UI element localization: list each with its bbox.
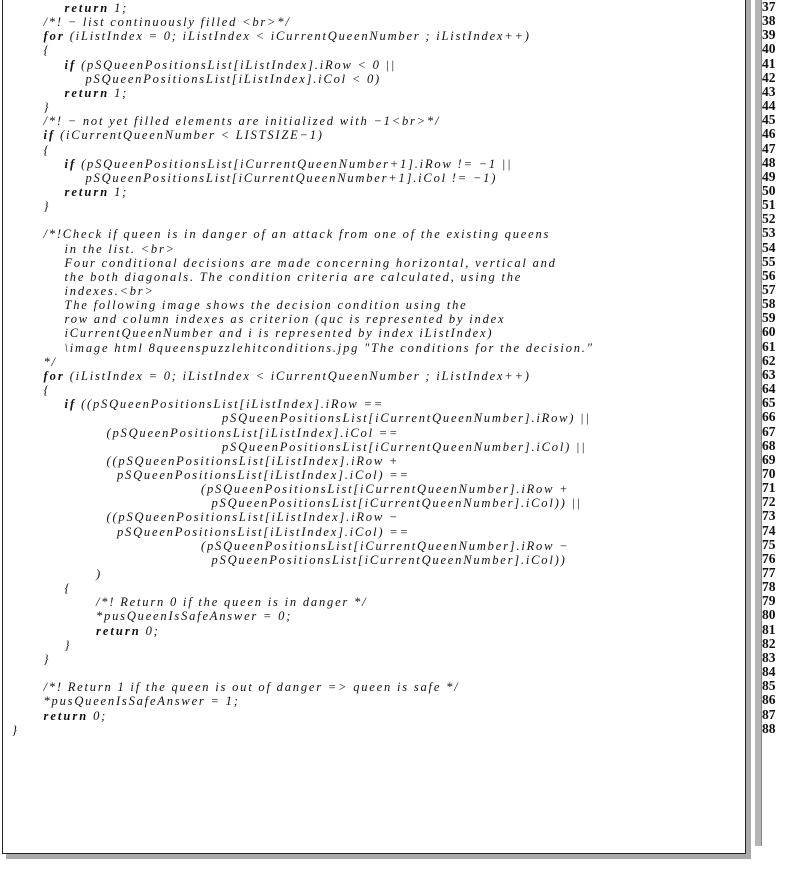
code-line: [65, 86, 129, 100]
line-number: 51: [762, 197, 776, 213]
code-line: [44, 128, 324, 142]
code-keyword: for: [43, 368, 65, 383]
code-text: The following image shows the decision condition using the: [64, 298, 468, 313]
code-text: (pSQueenPositionsList[iCurrentQueenNumber].iRow +: [201, 482, 570, 497]
code-text: pSQueenPositionsList[iCurrentQueenNumber].iCol)) ||: [211, 496, 582, 511]
code-text: the both diagonals. The condition criteria are calculated, using the: [64, 269, 523, 284]
code-line: [44, 143, 51, 157]
line-number: 71: [762, 480, 776, 496]
code-line: [65, 256, 557, 270]
line-number: 45: [762, 112, 776, 128]
line-number: 73: [762, 508, 776, 524]
code-line: [65, 298, 468, 312]
code-text: }: [64, 637, 72, 652]
code-text: /*! − list continuously filled <br>*/: [43, 15, 291, 30]
code-line: [44, 369, 531, 383]
code-text: ((pSQueenPositionsList[iListIndex].iRow ==: [76, 397, 384, 412]
code-text: /*! − not yet filled elements are initialized with −1<br>*/: [43, 114, 441, 129]
code-text: {: [43, 383, 51, 398]
line-number: 62: [762, 352, 776, 368]
code-line: [44, 694, 240, 708]
line-number: 39: [762, 27, 776, 43]
line-number: 66: [762, 409, 776, 425]
line-number: 63: [762, 366, 776, 382]
code-line: [117, 525, 410, 539]
code-line: [117, 468, 410, 482]
code-line: [96, 624, 160, 638]
code-text: pSQueenPositionsList[iListIndex].iCol) ==: [117, 524, 410, 539]
line-number: 41: [762, 55, 776, 71]
line-number: 67: [762, 423, 776, 439]
code-line: [65, 58, 397, 72]
line-number: 54: [762, 239, 776, 255]
code-line: [96, 609, 292, 623]
code-line: [107, 426, 400, 440]
code-line: [86, 72, 382, 86]
line-number: 60: [762, 324, 776, 340]
code-line: [65, 185, 129, 199]
code-line: [44, 199, 51, 213]
code-text: pSQueenPositionsList[iCurrentQueenNumber].iRow) ||: [222, 411, 591, 426]
code-keyword: return: [64, 184, 110, 199]
code-text: *pusQueenIsSafeAnswer = 0;: [96, 609, 293, 624]
line-number: 48: [762, 154, 776, 170]
code-text: 0;: [88, 708, 108, 723]
line-number: 61: [762, 338, 776, 354]
line-number: 69: [762, 451, 776, 467]
code-text: (pSQueenPositionsList[iCurrentQueenNumber+1].iRow != −1 ||: [76, 156, 513, 171]
line-number: 72: [762, 494, 776, 510]
code-keyword: return: [64, 85, 110, 100]
line-number: 79: [762, 593, 776, 609]
line-number: 84: [762, 664, 776, 680]
code-line: [65, 284, 155, 298]
code-keyword: return: [64, 1, 110, 15]
code-text: row and column indexes as criterion (quc is represented by index: [64, 312, 506, 327]
code-line: [44, 29, 531, 43]
line-number: 82: [762, 635, 776, 651]
code-line: [65, 157, 513, 171]
code-line: [65, 312, 506, 326]
line-number: 53: [762, 225, 776, 241]
line-number: 88: [762, 720, 776, 736]
code-text: }: [43, 651, 51, 666]
line-number: 56: [762, 267, 776, 283]
code-line: [65, 242, 176, 256]
line-number: 80: [762, 607, 776, 623]
line-number: 52: [762, 211, 776, 227]
line-number: 47: [762, 140, 776, 156]
code-text: (pSQueenPositionsList[iCurrentQueenNumber].iRow −: [201, 538, 570, 553]
code-listing-frame: [2, 0, 746, 854]
code-keyword: if: [64, 57, 77, 72]
code-line: [222, 440, 586, 454]
code-text: *pusQueenIsSafeAnswer = 1;: [43, 694, 240, 709]
code-line: [65, 341, 594, 355]
code-text: {: [64, 581, 72, 596]
code-text: (iListIndex = 0; iListIndex < iCurrentQueenNumber ; iListIndex++): [64, 29, 531, 44]
line-number: 49: [762, 168, 776, 184]
line-number: 55: [762, 253, 776, 269]
code-line: [222, 411, 591, 425]
code-line: [107, 454, 400, 468]
code-line: [44, 680, 460, 694]
code-keyword: for: [43, 29, 65, 44]
code-text: 0;: [140, 623, 160, 638]
line-number: 46: [762, 126, 776, 142]
line-number: 50: [762, 182, 776, 198]
code-text: ((pSQueenPositionsList[iListIndex].iRow −: [106, 510, 400, 525]
code-text: 1;: [109, 85, 129, 100]
line-number: 83: [762, 649, 776, 665]
line-number: 78: [762, 579, 776, 595]
code-text: ): [96, 567, 102, 581]
code-text: pSQueenPositionsList[iCurrentQueenNumber].iCol) ||: [222, 439, 587, 454]
code-text: /*! Return 1 if the queen is out of danger => queen is safe */: [43, 680, 460, 695]
frame-shadow-bottom: [6, 854, 751, 859]
code-text: (pSQueenPositionsList[iListIndex].iCol ==: [106, 425, 400, 440]
code-text: \image html 8queenspuzzlehitconditions.jpg "The conditions for the decision.": [64, 340, 594, 355]
code-text: }: [43, 199, 51, 214]
line-number: 64: [762, 381, 776, 397]
line-number: 40: [762, 41, 776, 57]
code-line: [65, 581, 72, 595]
line-number: 87: [762, 706, 776, 722]
code-keyword: if: [43, 128, 56, 143]
code-line: [44, 383, 51, 397]
code-text: iCurrentQueenNumber and i is represented by index iListIndex): [64, 326, 494, 341]
line-number: 44: [762, 98, 776, 114]
line-number: 85: [762, 678, 776, 694]
code-text: }: [43, 100, 51, 115]
frame-shadow-right: [746, 0, 751, 858]
code-text: pSQueenPositionsList[iListIndex].iCol) ==: [117, 467, 410, 482]
code-text: }: [12, 722, 19, 737]
code-line: [65, 270, 523, 284]
line-number: 68: [762, 437, 776, 453]
code-text: 1;: [109, 1, 129, 15]
code-text: /*!Check if queen is in danger of an attack from one of the existing queens: [43, 227, 551, 242]
code-line: [44, 114, 441, 128]
line-number: 77: [762, 565, 776, 580]
code-line: [44, 652, 51, 666]
line-number: 70: [762, 465, 776, 481]
line-number: 86: [762, 692, 776, 708]
code-line: [107, 510, 400, 524]
line-number: 81: [762, 621, 776, 637]
code-line: [44, 15, 291, 29]
code-line: [65, 326, 494, 340]
code-line: [44, 355, 57, 369]
line-number: 58: [762, 296, 776, 312]
line-number: 37: [762, 0, 776, 14]
code-line: [212, 553, 567, 567]
code-line: [86, 171, 498, 185]
code-line: [65, 1, 129, 15]
code-text: pSQueenPositionsList[iListIndex].iCol < 0): [85, 71, 381, 86]
code-text: */: [43, 354, 57, 369]
code-keyword: if: [64, 397, 77, 412]
code-line: [65, 638, 72, 652]
code-line: [12, 723, 19, 737]
code-line: [201, 539, 569, 553]
code-keyword: return: [43, 708, 89, 723]
code-keyword: if: [64, 156, 77, 171]
code-text: (pSQueenPositionsList[iListIndex].iRow < 0 ||: [76, 57, 397, 72]
code-text: Four conditional decisions are made concerning horizontal, vertical and: [64, 255, 557, 270]
line-number: 76: [762, 550, 776, 566]
code-text: (iCurrentQueenNumber < LISTSIZE−1): [55, 128, 324, 143]
code-text: (iListIndex = 0; iListIndex < iCurrentQueenNumber ; iListIndex++): [64, 368, 531, 383]
code-line: [201, 482, 569, 496]
code-text: indexes.<br>: [64, 284, 155, 298]
line-number: 38: [762, 13, 776, 29]
code-text: in the list. <br>: [64, 241, 176, 256]
code-text: ((pSQueenPositionsList[iListIndex].iRow +: [106, 453, 400, 468]
code-line: [96, 567, 102, 581]
code-text: 1;: [109, 184, 129, 199]
code-line: [65, 397, 384, 411]
line-number: 74: [762, 522, 776, 538]
code-line: [44, 709, 108, 723]
code-line: [44, 43, 51, 57]
line-number: 57: [762, 282, 776, 297]
line-number: 42: [762, 69, 776, 85]
line-number: 75: [762, 536, 776, 552]
line-number: 59: [762, 310, 776, 326]
code-line: [44, 227, 551, 241]
line-number: 65: [762, 395, 776, 411]
code-line: [96, 595, 367, 609]
code-text: {: [43, 43, 51, 58]
code-text: /*! Return 0 if the queen is in danger */: [96, 595, 368, 610]
code-line: [212, 496, 582, 510]
line-number: 43: [762, 83, 776, 99]
code-text: pSQueenPositionsList[iCurrentQueenNumber].iCol)): [211, 552, 567, 567]
code-text: {: [43, 142, 51, 157]
code-keyword: return: [96, 623, 141, 638]
code-line: [44, 100, 51, 114]
code-text: pSQueenPositionsList[iCurrentQueenNumber+1].iCol != −1): [85, 170, 498, 185]
